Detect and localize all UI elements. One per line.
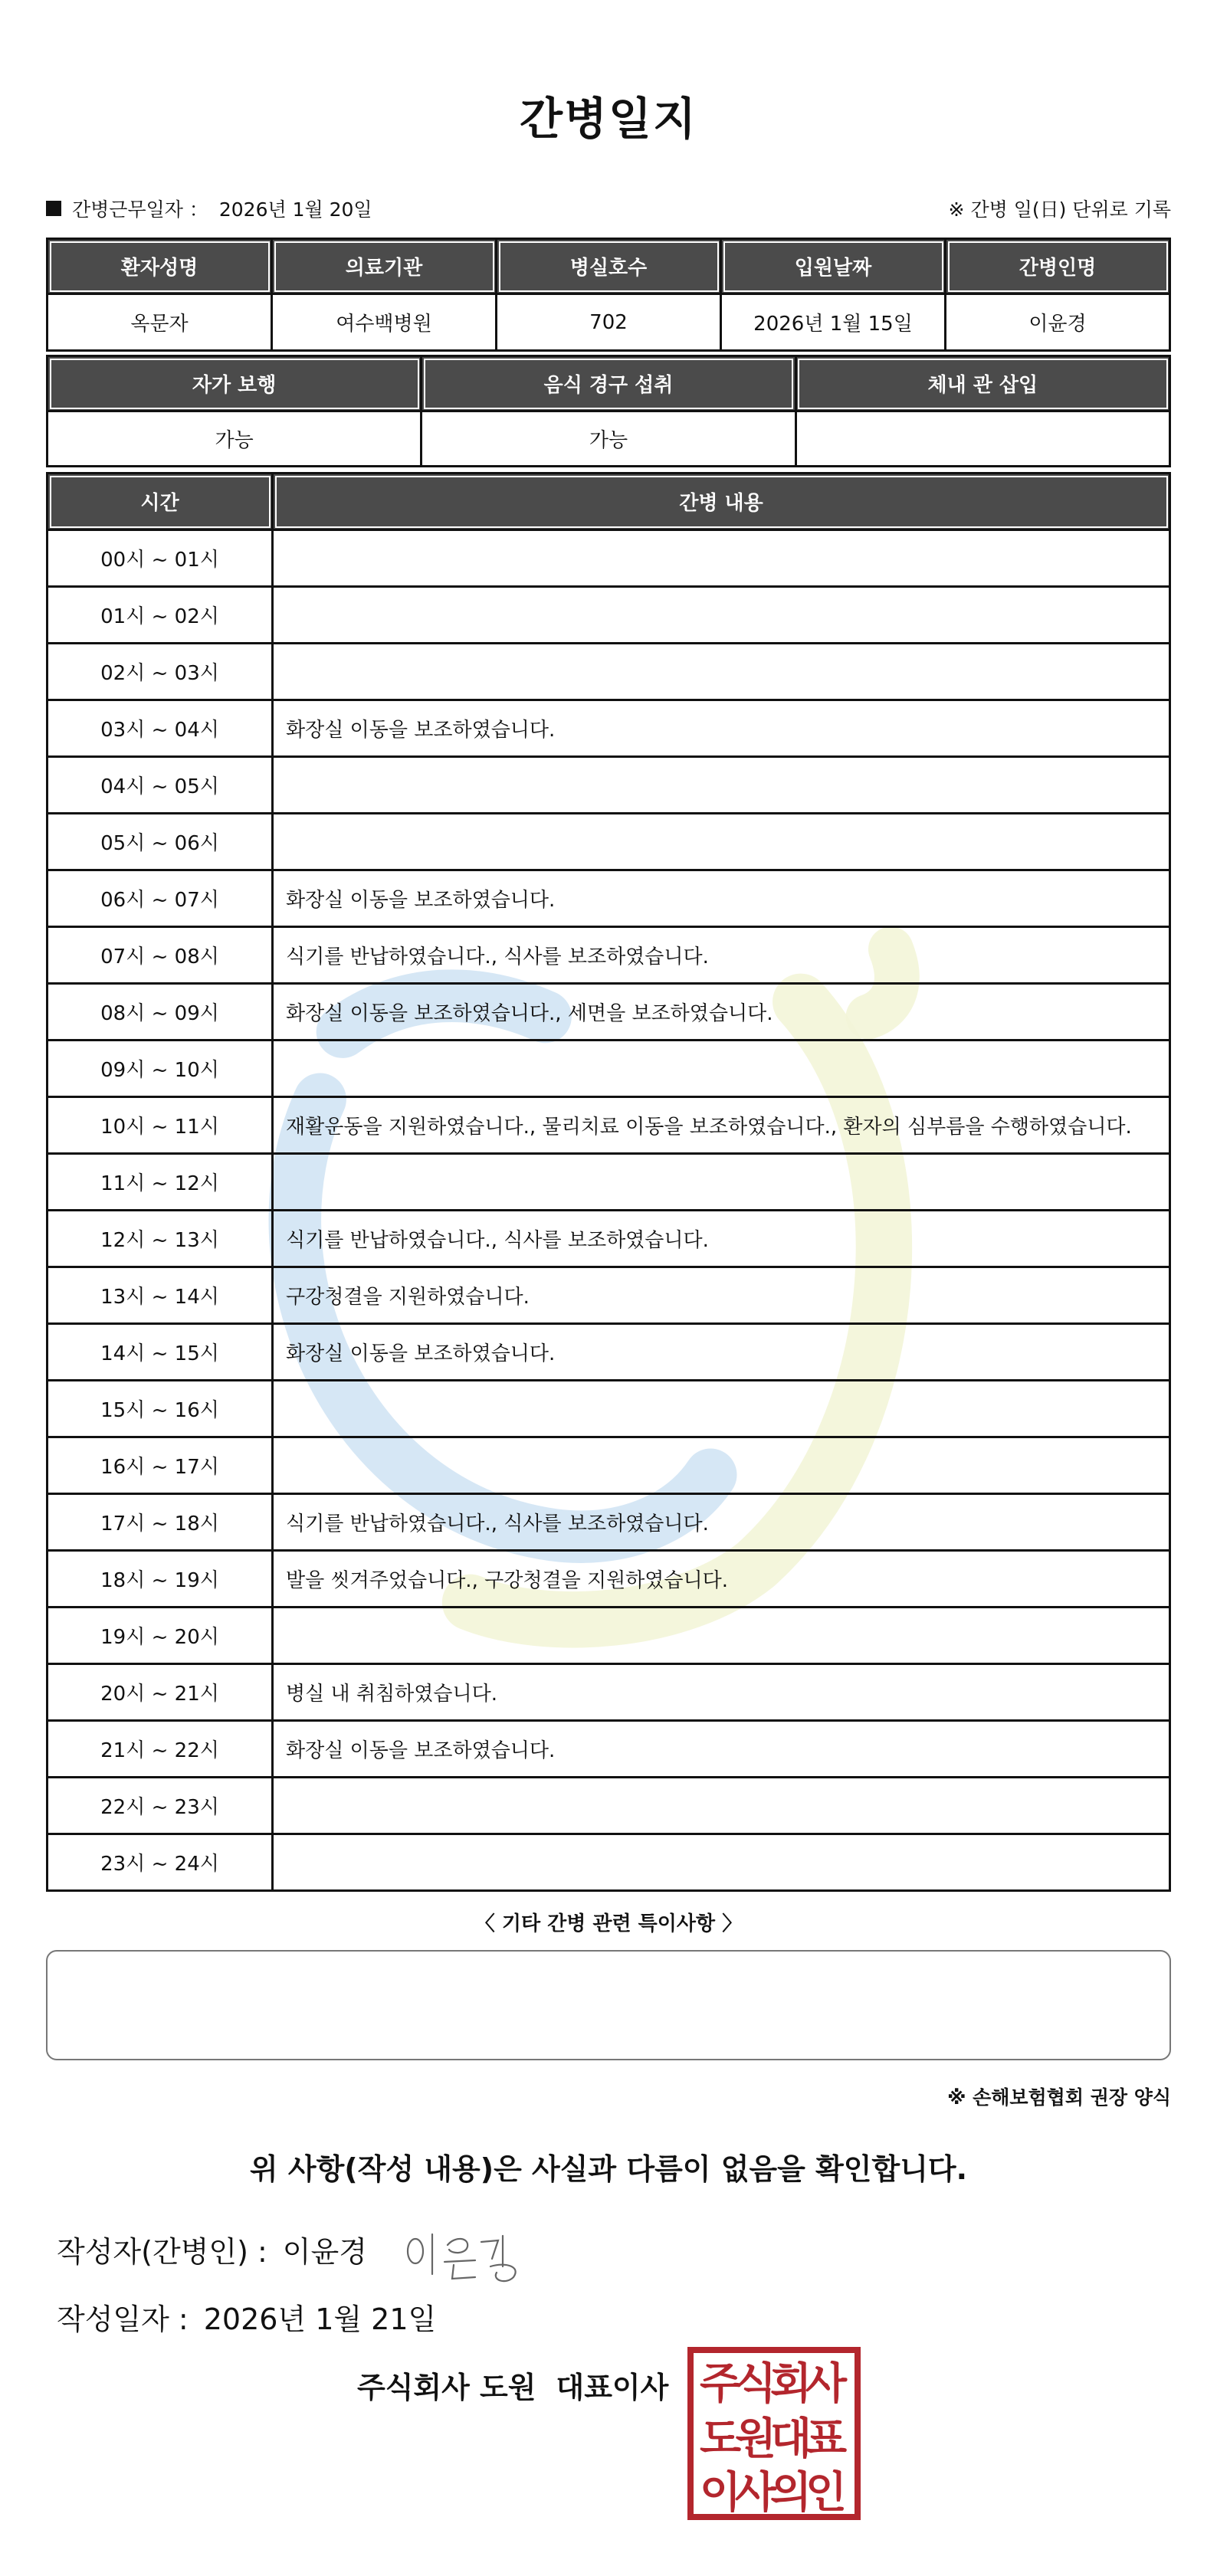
log-time: 11시 ~ 12시 — [48, 1154, 273, 1211]
header-hospital: 의료기관 — [272, 239, 497, 294]
header-room: 병실호수 — [497, 239, 721, 294]
log-content: 발을 씻겨주었습니다., 구강청결을 지원하였습니다. — [273, 1551, 1170, 1608]
care-log-row — [48, 1494, 1170, 1551]
log-content — [273, 1608, 1170, 1664]
log-content: 식기를 반납하였습니다., 식사를 보조하였습니다. — [273, 1211, 1170, 1267]
care-log-row — [48, 814, 1170, 870]
header-caregiver: 간병인명 — [946, 239, 1170, 294]
writer-name: 이윤경 — [282, 2235, 367, 2269]
log-time: 18시 ~ 19시 — [48, 1551, 273, 1608]
svg-text:식: 식 — [734, 2359, 777, 2409]
patient-info-table — [46, 238, 1171, 352]
log-content: 화장실 이동을 보조하였습니다. — [273, 1721, 1170, 1778]
log-time: 20시 ~ 21시 — [48, 1664, 273, 1721]
company-seal-stamp — [687, 2346, 861, 2521]
log-content: 병실 내 취침하였습니다. — [273, 1664, 1170, 1721]
log-content: 화장실 이동을 보조하였습니다. — [273, 1324, 1170, 1381]
header-admission-date: 입원날짜 — [721, 239, 946, 294]
care-log-row — [48, 1097, 1170, 1154]
log-content — [273, 644, 1170, 700]
header-tube-insertion: 체내 관 삽입 — [795, 356, 1169, 411]
care-log-row — [48, 1834, 1170, 1891]
status-info-header-row — [48, 356, 1170, 411]
date-label: 작성일자 : — [57, 2302, 189, 2336]
meta-row — [46, 193, 1171, 224]
log-content — [273, 757, 1170, 814]
svg-text:의: 의 — [769, 2468, 812, 2518]
care-log-row — [48, 1437, 1170, 1494]
log-time: 00시 ~ 01시 — [48, 530, 273, 587]
company-name: 주식회사 도원 — [357, 2371, 536, 2404]
log-time: 09시 ~ 10시 — [48, 1041, 273, 1097]
header-self-walking: 자가 보행 — [48, 356, 422, 411]
writer-line — [57, 2228, 367, 2270]
care-log-row — [48, 587, 1170, 644]
svg-text:사: 사 — [734, 2468, 777, 2518]
tube-insertion-value — [795, 411, 1169, 467]
care-log-header-row — [48, 474, 1170, 530]
care-log-row — [48, 1608, 1170, 1664]
log-content: 화장실 이동을 보조하였습니다., 세면을 보조하였습니다. — [273, 984, 1170, 1041]
care-log-row — [48, 1551, 1170, 1608]
care-log-body — [48, 530, 1170, 1891]
log-content — [273, 1778, 1170, 1834]
log-content: 식기를 반납하였습니다., 식사를 보조하였습니다. — [273, 1494, 1170, 1551]
oral-intake-value: 가능 — [422, 411, 795, 467]
date-value: 2026년 1월 21일 — [203, 2302, 437, 2336]
svg-text:이: 이 — [699, 2468, 742, 2518]
log-content — [273, 814, 1170, 870]
written-date-line — [57, 2296, 436, 2338]
header-time: 시간 — [48, 474, 273, 530]
care-log-row — [48, 1041, 1170, 1097]
log-content — [273, 1154, 1170, 1211]
care-log-row — [48, 644, 1170, 700]
log-time: 10시 ~ 11시 — [48, 1097, 273, 1154]
caregiver-name: 이윤경 — [946, 294, 1170, 351]
care-log-row — [48, 1721, 1170, 1778]
log-time: 06시 ~ 07시 — [48, 870, 273, 927]
log-time: 22시 ~ 23시 — [48, 1778, 273, 1834]
svg-text:사: 사 — [805, 2359, 848, 2409]
log-time: 15시 ~ 16시 — [48, 1381, 273, 1437]
log-time: 17시 ~ 18시 — [48, 1494, 273, 1551]
log-content: 식기를 반납하였습니다., 식사를 보조하였습니다. — [273, 927, 1170, 984]
svg-text:인: 인 — [805, 2468, 848, 2518]
recommend-note: ※ 손해보험협회 권장 양식 — [947, 2086, 1171, 2109]
patient-info-value-row — [48, 294, 1170, 351]
svg-text:표: 표 — [805, 2414, 848, 2464]
log-time: 23시 ~ 24시 — [48, 1834, 273, 1891]
care-log-table — [46, 472, 1171, 1892]
care-log-row — [48, 870, 1170, 927]
status-info-value-row — [48, 411, 1170, 467]
work-date-label: 간병근무일자 ： — [72, 198, 208, 221]
special-notes-title: 〈 기타 간병 관련 특이사항 〉 — [474, 1912, 743, 1935]
patient-name: 옥문자 — [48, 294, 272, 351]
document-title: 간병일지 — [519, 93, 698, 145]
svg-text:원: 원 — [734, 2414, 777, 2464]
log-content: 구강청결을 지원하였습니다. — [273, 1267, 1170, 1324]
log-time: 02시 ~ 03시 — [48, 644, 273, 700]
log-content — [273, 1437, 1170, 1494]
log-content: 화장실 이동을 보조하였습니다. — [273, 870, 1170, 927]
svg-text:회: 회 — [769, 2359, 812, 2409]
log-time: 03시 ~ 04시 — [48, 700, 273, 757]
log-time: 16시 ~ 17시 — [48, 1437, 273, 1494]
admission-date: 2026년 1월 15일 — [721, 294, 946, 351]
special-notes-box — [46, 1950, 1171, 2060]
log-time: 21시 ~ 22시 — [48, 1721, 273, 1778]
confirm-statement: 위 사항(작성 내용)은 사실과 다름이 없음을 확인합니다. — [249, 2152, 968, 2186]
care-log-row — [48, 927, 1170, 984]
writer-label: 작성자(간병인) : — [57, 2235, 267, 2269]
log-time: 14시 ~ 15시 — [48, 1324, 273, 1381]
care-log-row — [48, 757, 1170, 814]
log-content — [273, 1834, 1170, 1891]
log-time: 05시 ~ 06시 — [48, 814, 273, 870]
log-time: 08시 ~ 09시 — [48, 984, 273, 1041]
log-time: 13시 ~ 14시 — [48, 1267, 273, 1324]
record-note: ※ 간병 일(日) 단위로 기록 — [948, 198, 1171, 221]
log-time: 19시 ~ 20시 — [48, 1608, 273, 1664]
header-patient-name: 환자성명 — [48, 239, 272, 294]
care-log-row — [48, 1381, 1170, 1437]
log-content — [273, 587, 1170, 644]
log-time: 12시 ~ 13시 — [48, 1211, 273, 1267]
log-time: 01시 ~ 02시 — [48, 587, 273, 644]
header-oral-intake: 음식 경구 섭취 — [422, 356, 795, 411]
care-log-row — [48, 1324, 1170, 1381]
care-log-row — [48, 1778, 1170, 1834]
ceo-title: 대표이사 — [556, 2371, 669, 2404]
care-log-row — [48, 1154, 1170, 1211]
log-content — [273, 530, 1170, 587]
care-log-row — [48, 1664, 1170, 1721]
company-line — [357, 2364, 668, 2406]
log-time: 04시 ~ 05시 — [48, 757, 273, 814]
svg-text:도: 도 — [699, 2414, 742, 2464]
hospital-name: 여수백병원 — [272, 294, 497, 351]
care-log-row — [48, 530, 1170, 587]
care-log-row — [48, 1211, 1170, 1267]
header-care-content: 간병 내용 — [273, 474, 1170, 530]
care-log-row — [48, 700, 1170, 757]
handwritten-signature — [399, 2219, 529, 2288]
care-log-row — [48, 984, 1170, 1041]
log-content — [273, 1041, 1170, 1097]
care-log-row — [48, 1267, 1170, 1324]
room-number: 702 — [497, 294, 721, 351]
log-time: 07시 ~ 08시 — [48, 927, 273, 984]
status-info-table — [46, 355, 1171, 467]
svg-text:주: 주 — [699, 2359, 742, 2409]
self-walking-value: 가능 — [48, 411, 422, 467]
patient-info-header-row — [48, 239, 1170, 294]
svg-text:대: 대 — [769, 2414, 812, 2464]
square-bullet-icon — [46, 201, 61, 216]
work-date — [46, 195, 372, 222]
log-content — [273, 1381, 1170, 1437]
log-content: 재활운동을 지원하였습니다., 물리치료 이동을 보조하였습니다., 환자의 심부름을 수행하였습니다. — [273, 1097, 1170, 1154]
work-date-value: 2026년 1월 20일 — [218, 198, 372, 221]
log-content: 화장실 이동을 보조하였습니다. — [273, 700, 1170, 757]
